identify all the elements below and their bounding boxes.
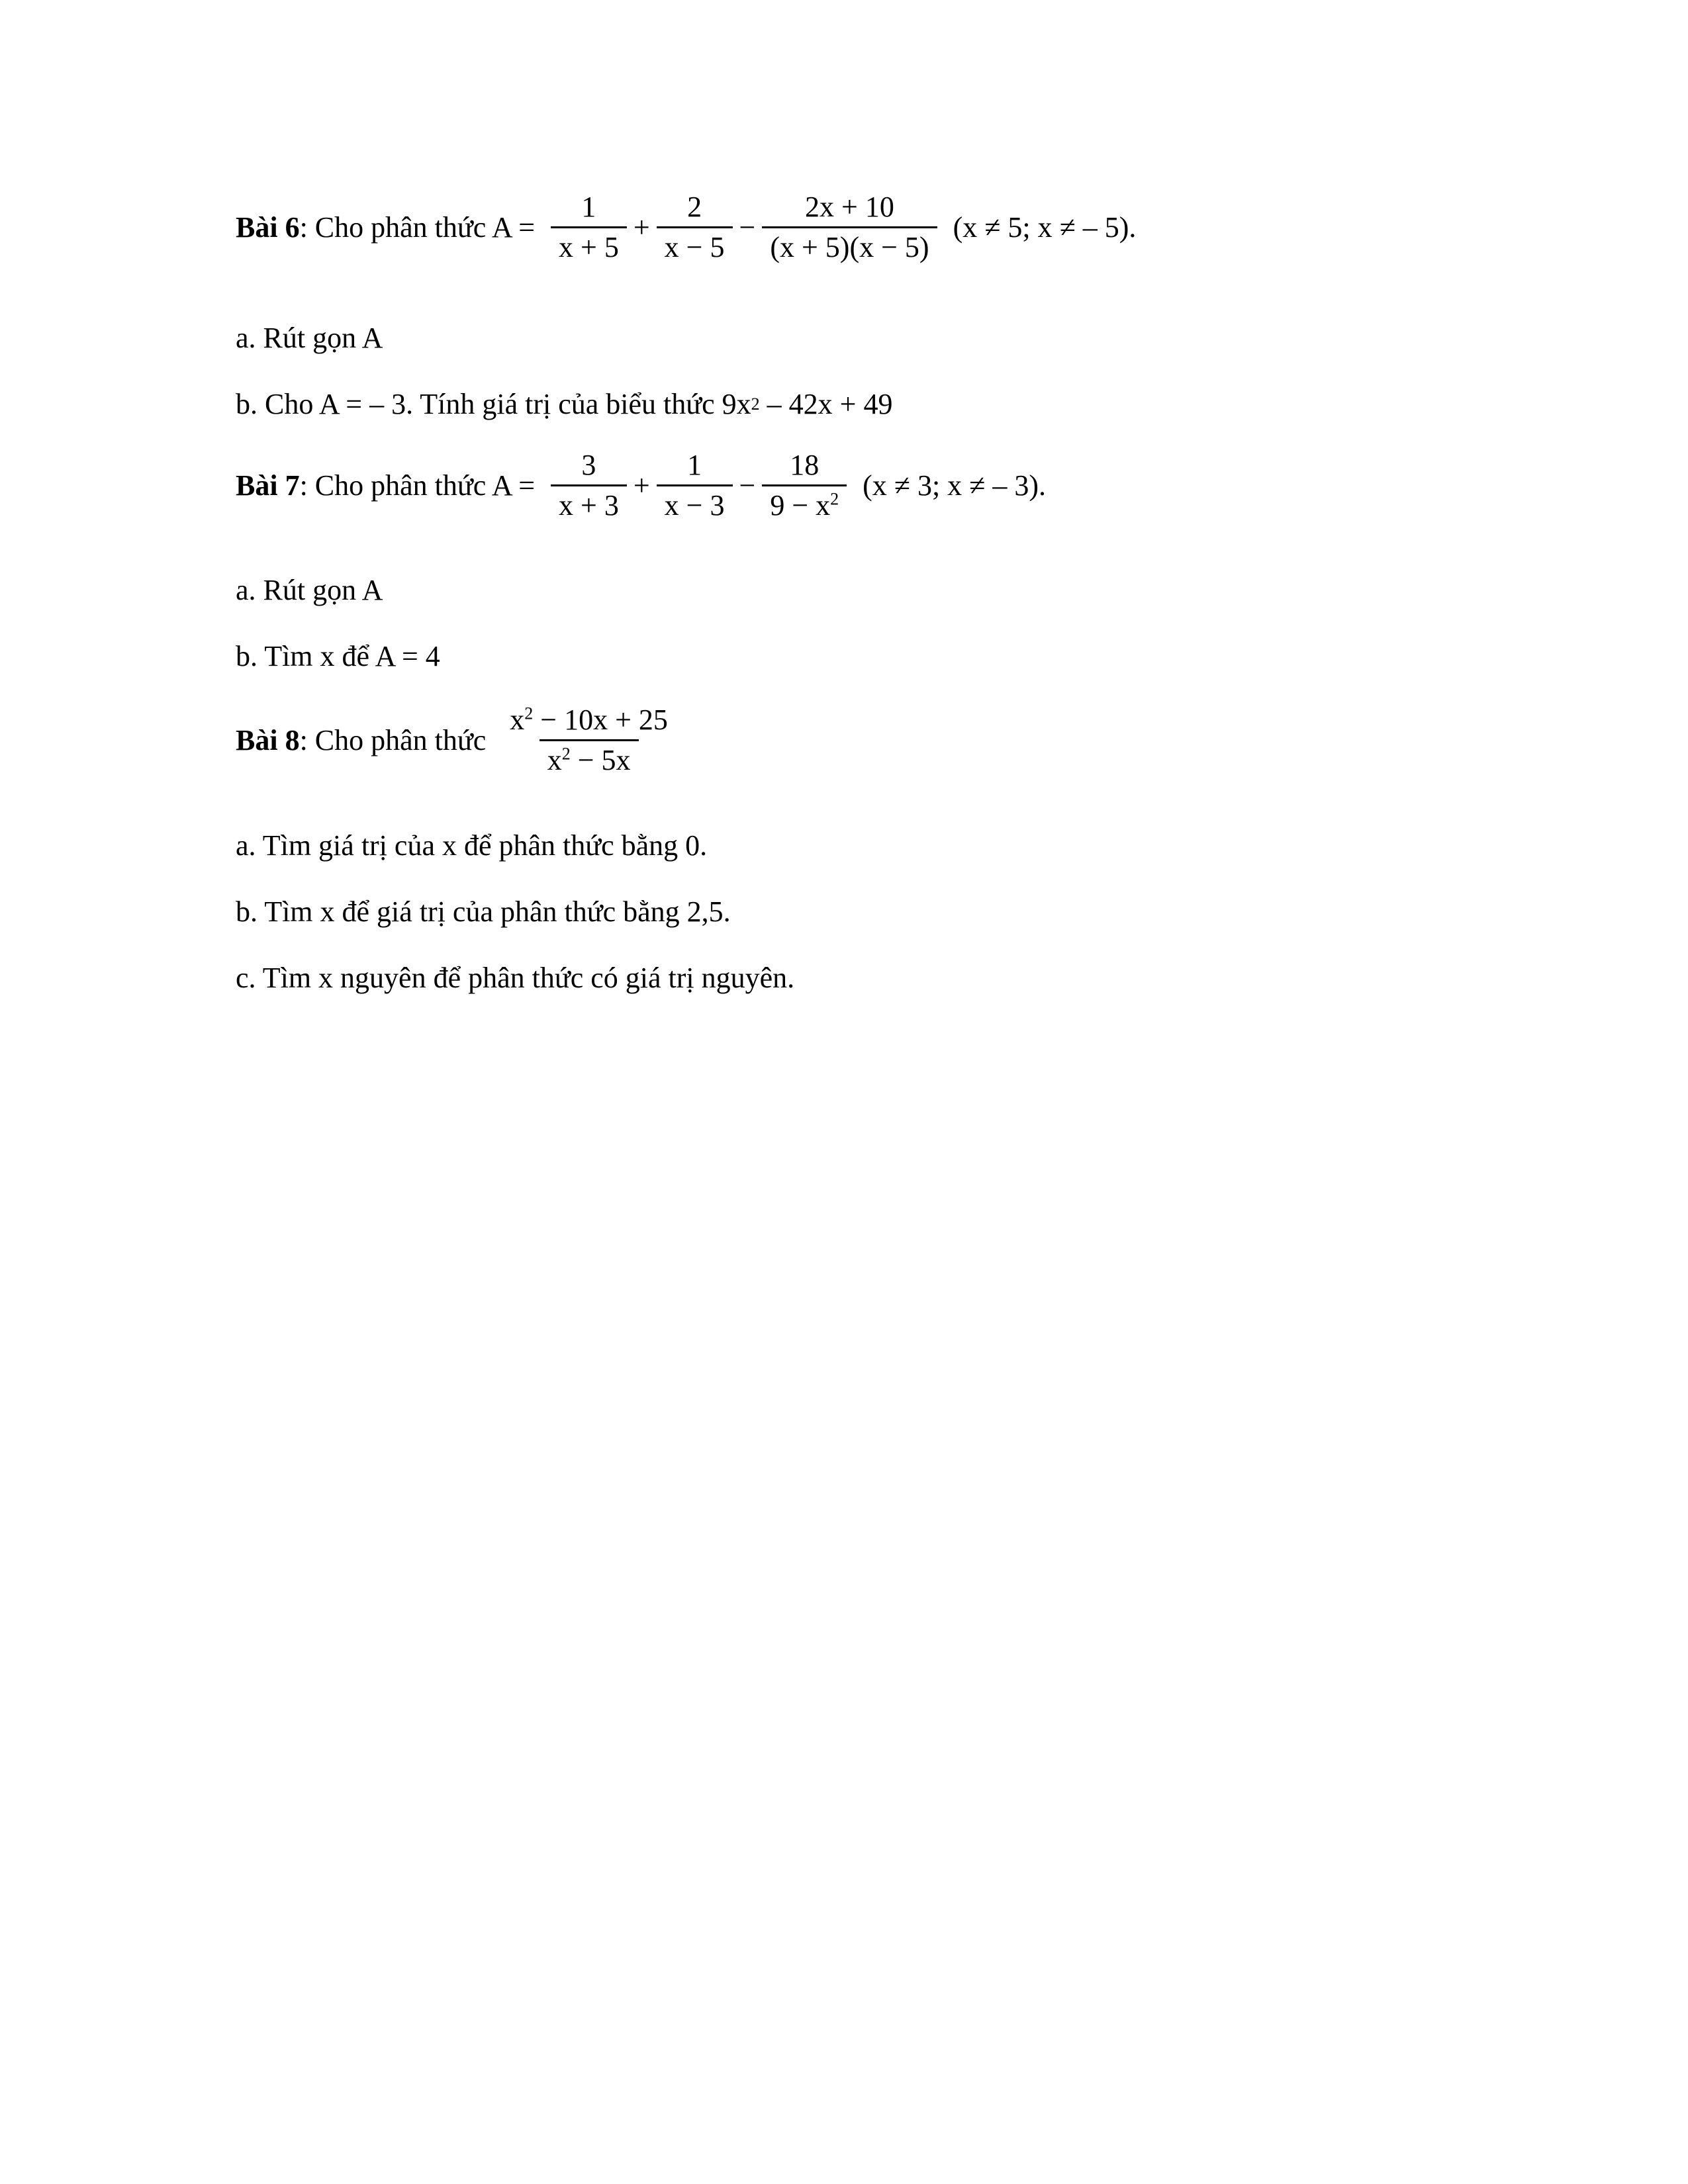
bai6-part-b-text: b. Cho A = – 3. Tính giá trị của biểu thức 9x — [236, 388, 751, 420]
bai6-fraction-1 — [551, 192, 627, 263]
plus-sign: + — [633, 469, 650, 502]
bai8-denominator — [539, 739, 639, 776]
bai7-f2-denominator: x − 3 — [657, 484, 733, 521]
bai6-f2-numerator: 2 — [687, 191, 702, 223]
bai6-f1-denominator: x + 5 — [551, 226, 627, 263]
bai7-title: Bài 7 — [236, 469, 300, 502]
bai8-fraction — [502, 705, 676, 776]
bai7-f3-denominator-base: 9 − x — [770, 489, 831, 522]
bai8-statement — [236, 705, 680, 776]
bai8-title: Bài 8 — [236, 724, 300, 757]
minus-sign: − — [739, 211, 756, 244]
bai7-f3-denominator — [762, 484, 847, 521]
bai8-numerator-base: x — [510, 704, 525, 736]
bai6-intro: : Cho phân thức A = — [299, 211, 536, 244]
bai7-part-a — [236, 573, 383, 607]
bai8-denominator-tail: − 5x — [570, 744, 631, 777]
bai6-part-a — [236, 321, 383, 355]
bai7-part-b — [236, 639, 440, 673]
bai8-part-a — [236, 829, 707, 862]
bai7-f1-denominator: x + 3 — [551, 484, 627, 521]
bai6-part-b-tail: – 42x + 49 — [759, 388, 893, 420]
bai6-condition: (x ≠ 5; x ≠ – 5). — [953, 211, 1137, 244]
bai7-f2-numerator: 1 — [687, 449, 702, 481]
bai8-part-c-text: c. Tìm x nguyên để phân thức có giá trị nguyên. — [236, 962, 795, 994]
bai7-intro: : Cho phân thức A = — [299, 469, 536, 502]
bai8-part-b — [236, 895, 731, 929]
bai7-fraction-1 — [551, 450, 627, 521]
bai6-part-b: b. Cho A = – 3. Tính giá trị của biểu thức 9x 2 – 42x + 49 — [236, 388, 893, 420]
bai8-part-a-text: a. Tìm giá trị của x để phân thức bằng 0. — [236, 829, 708, 862]
bai6-f2-denominator: x − 5 — [657, 226, 733, 263]
plus-sign: + — [633, 211, 650, 244]
bai6-part-a-text: a. Rút gọn A — [236, 322, 383, 354]
bai8-numerator-exponent: 2 — [524, 704, 534, 723]
bai7-statement — [236, 450, 1046, 521]
bai7-fraction-2 — [657, 450, 733, 521]
minus-sign: − — [739, 469, 756, 502]
bai7-part-b-text: b. Tìm x để A = 4 — [236, 640, 440, 672]
bai7-part-a-text: a. Rút gọn A — [236, 574, 383, 606]
bai7-f3-numerator: 18 — [790, 449, 820, 481]
bai7-f1-numerator: 3 — [581, 449, 596, 481]
bai8-numerator-tail: − 10x + 25 — [533, 704, 668, 736]
bai8-denominator-exponent: 2 — [561, 744, 571, 764]
bai6-f3-denominator: (x + 5)(x − 5) — [762, 226, 937, 263]
bai8-denominator-base: x — [547, 744, 562, 777]
bai7-condition: (x ≠ 3; x ≠ – 3). — [863, 469, 1046, 502]
bai6-statement — [236, 192, 1136, 263]
bai7-fraction-3 — [762, 450, 847, 521]
bai6-fraction-2 — [657, 192, 733, 263]
bai7-f3-denominator-exponent: 2 — [830, 489, 839, 509]
bai6-title: Bài 6 — [236, 211, 300, 244]
bai6-f3-numerator: 2x + 10 — [805, 191, 894, 223]
bai6-fraction-3 — [762, 192, 937, 263]
bai8-numerator — [502, 705, 676, 739]
bai8-part-c — [236, 961, 794, 995]
bai8-intro: : Cho phân thức — [299, 724, 487, 757]
bai6-f1-numerator: 1 — [581, 191, 596, 223]
bai8-part-b-text: b. Tìm x để giá trị của phân thức bằng 2,5. — [236, 895, 731, 928]
